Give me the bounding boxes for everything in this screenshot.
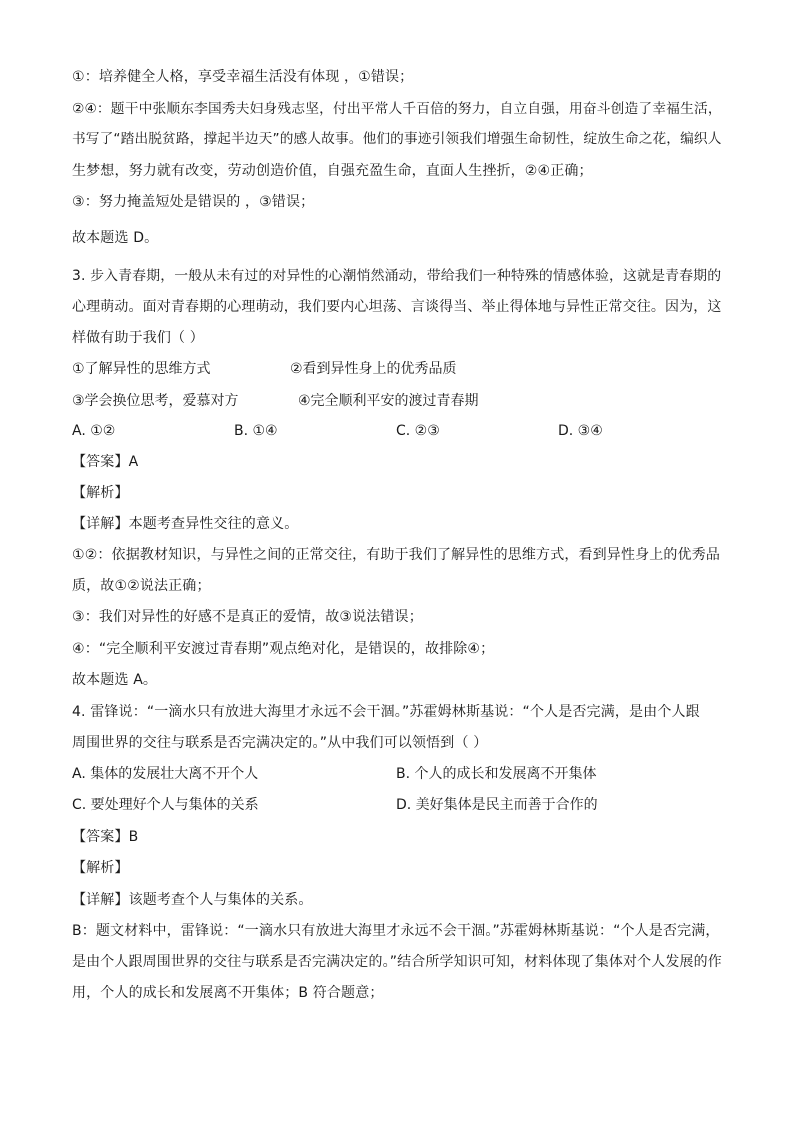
- q4-explanation-3: 用，个人的成长和发展离不开集体；B 符合题意；: [72, 985, 384, 1001]
- q3-stem-1: 3. 步入青春期，一般从未有过的对异性的心潮悄然涌动，带给我们一种特殊的情感体验，这就是青春期的: [72, 268, 722, 284]
- q2-explanation-5: ③：努力掩盖短处是错误的 ，③错误；: [72, 194, 315, 210]
- q2-explanation-4: 生梦想，努力就有改变，劳动创造价值，自强充盈生命，直面人生挫折，②④正确；: [72, 163, 593, 179]
- q4-stem-1: 4. 雷锋说：“一滴水只有放进大海里才永远不会干涸。”苏霍姆林斯基说：“个人是否完满，是由个人跟: [72, 704, 700, 720]
- q4-option-b: B. 个人的成长和发展离不开集体: [396, 766, 597, 782]
- q3-item-4: ④完全顺利平安的渡过青春期: [298, 393, 479, 409]
- q4-option-d: D. 美好集体是民主而善于合作的: [396, 797, 598, 813]
- q4-detail: 【详解】该题考查个人与集体的关系。: [72, 892, 313, 908]
- q3-explanation-3: ③：我们对异性的好感不是真正的爱情，故③说法错误；: [72, 609, 423, 625]
- q4-explanation-1: B：题文材料中，雷锋说：“一滴水只有放进大海里才永远不会干涸。”苏霍姆林斯基说：“个人是否完满，: [72, 923, 720, 939]
- q2-explanation-2: ②④：题干中张顺东李国秀夫妇身残志坚，付出平常人千百倍的努力，自立自强，用奋斗创造了幸福生活，: [72, 101, 722, 117]
- q4-option-c: C. 要处理好个人与集体的关系: [72, 797, 259, 813]
- q3-item-1: ①了解异性的思维方式: [72, 361, 211, 377]
- q3-explanation-2: 质，故①②说法正确；: [72, 578, 211, 594]
- q3-option-b: B. ①④: [234, 423, 278, 439]
- q2-explanation-1: ①：培养健全人格，享受幸福生活没有体现 ，①错误；: [72, 69, 414, 85]
- q4-explanation-2: 是由个人跟周围世界的交往与联系是否完满决定的。”结合所学知识可知，材料体现了集体对个人发展的作: [72, 954, 722, 970]
- q4-option-a: A. 集体的发展壮大离不开个人: [72, 766, 259, 782]
- q4-answer: 【答案】B: [72, 829, 139, 845]
- q3-analysis-heading: 【解析】: [72, 485, 129, 501]
- q3-item-2: ②看到异性身上的优秀品质: [290, 361, 457, 377]
- q4-analysis-heading: 【解析】: [72, 860, 129, 876]
- q2-explanation-3: 书写了“踏出脱贫路，撑起半边天”的感人故事。他们的事迹引领我们增强生命韧性，绽放生命之花，编织人: [72, 131, 722, 147]
- q3-stem-2: 心理萌动。面对青春期的心理萌动，我们要内心坦荡、言谈得当、举止得体地与异性正常交往。因为，这: [72, 299, 722, 315]
- q3-option-a: A. ①②: [72, 423, 116, 439]
- q3-conclusion: 故本题选 A。: [72, 672, 158, 688]
- q3-explanation-1: ①②：依据教材知识，与异性之间的正常交往，有助于我们了解异性的思维方式，看到异性身上的优秀品: [72, 547, 720, 563]
- q3-stem-3: 样做有助于我们（ ）: [72, 330, 204, 346]
- q2-conclusion: 故本题选 D。: [72, 230, 159, 246]
- q4-stem-2: 周围世界的交往与联系是否完满决定的。”从中我们可以领悟到（ ）: [72, 735, 488, 751]
- q3-explanation-4: ④：“完全顺利平安渡过青春期”观点绝对化，是错误的，故排除④；: [72, 641, 495, 657]
- q3-option-d: D. ③④: [558, 423, 603, 439]
- q3-detail: 【详解】本题考查异性交往的意义。: [72, 516, 299, 532]
- q3-answer: 【答案】A: [72, 454, 139, 470]
- q3-option-c: C. ②③: [396, 423, 440, 439]
- q3-item-3: ③学会换位思考，爱慕对方: [72, 393, 239, 409]
